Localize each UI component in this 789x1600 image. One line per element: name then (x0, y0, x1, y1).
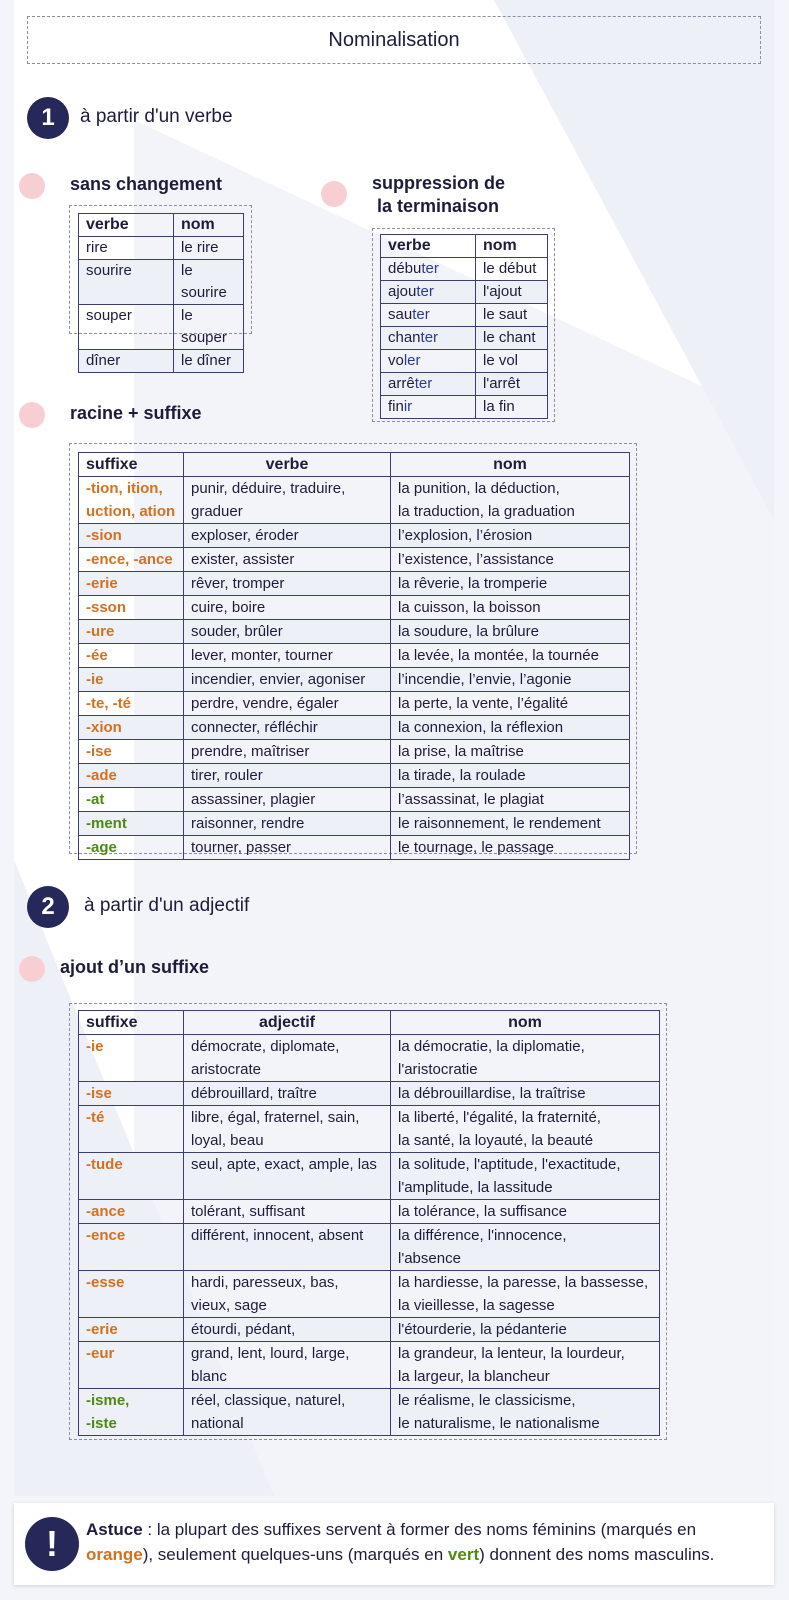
verb-cell (381, 327, 476, 350)
table-row (79, 692, 630, 716)
column-header: nom (391, 453, 630, 477)
suffix-cell: -ie (79, 668, 184, 692)
column-header: suffixe (79, 1011, 184, 1035)
column-header: verbe (184, 453, 391, 477)
suffix-cell: -at (79, 788, 184, 812)
table-row (381, 281, 548, 304)
subtitle-suppression (372, 172, 505, 218)
noun-cell: le réalisme, le classicisme, le naturalisme, le nationalisme (391, 1389, 660, 1436)
suffix-cell: -tude (79, 1153, 184, 1200)
table-row (381, 396, 548, 419)
suffix-cell: -ade (79, 764, 184, 788)
table-cell: le sourire (174, 260, 244, 305)
bullet-dot-icon (321, 181, 347, 207)
table-row (381, 373, 548, 396)
table-row (79, 260, 244, 305)
verb-cell: prendre, maîtriser (184, 740, 391, 764)
table-row (79, 620, 630, 644)
table-row (79, 596, 630, 620)
noun-cell: la fin (476, 396, 548, 419)
table-row (79, 572, 630, 596)
table-header-row (79, 453, 630, 477)
table-row (381, 350, 548, 373)
bullet-dot-icon (19, 956, 45, 982)
table-row (79, 1153, 660, 1200)
verb-cell: assassiner, plagier (184, 788, 391, 812)
adjective-cell: réel, classique, naturel, national (184, 1389, 391, 1436)
verb-ending: ter (412, 306, 430, 323)
verb-ending: ter (414, 375, 433, 392)
verb-cell: tirer, rouler (184, 764, 391, 788)
noun-cell: la tolérance, la suffisance (391, 1200, 660, 1224)
table-row (79, 350, 244, 373)
table-row (79, 836, 630, 860)
table-row (381, 258, 548, 281)
table-row (381, 304, 548, 327)
verb-cell: souder, brûler (184, 620, 391, 644)
tip-orange-word: orange (86, 1545, 143, 1564)
suffix-cell: -erie (79, 572, 184, 596)
suffix-cell: -ence (79, 1224, 184, 1271)
verb-ending: ler (403, 352, 421, 369)
table-row (79, 644, 630, 668)
table-cell: souper (79, 305, 174, 350)
table-row (79, 1342, 660, 1389)
table-row (79, 716, 630, 740)
table-header-row (79, 214, 244, 237)
table-cell: rire (79, 237, 174, 260)
table-header-row (79, 1011, 660, 1035)
verb-cell: tourner, passer (184, 836, 391, 860)
bullet-dot-icon (19, 173, 45, 199)
suffix-cell: -ance (79, 1200, 184, 1224)
noun-cell: l'arrêt (476, 373, 548, 396)
verb-ending: ir (403, 398, 413, 415)
table-cell: le rire (174, 237, 244, 260)
verb-ending: ter (416, 283, 434, 300)
subtitle-line-2: la terminaison (377, 196, 500, 216)
verb-cell: connecter, réfléchir (184, 716, 391, 740)
table-row (79, 237, 244, 260)
table-ajout-suffixe (78, 1010, 660, 1436)
noun-cell: la solitude, l'aptitude, l'exactitude, l'amplitude, la lassitude (391, 1153, 660, 1200)
table-cell: le souper (174, 305, 244, 350)
adjective-cell: libre, égal, fraternel, sain, loyal, beau (184, 1106, 391, 1153)
section-number-1: 1 (27, 97, 69, 139)
table-row (79, 764, 630, 788)
table-row (79, 1389, 660, 1436)
verb-cell: rêver, tromper (184, 572, 391, 596)
column-header: nom (391, 1011, 660, 1035)
noun-cell: la débrouillardise, la traîtrise (391, 1082, 660, 1106)
suffix-cell: -xion (79, 716, 184, 740)
noun-cell: la connexion, la réflexion (391, 716, 630, 740)
subtitle-line-1: suppression de (372, 173, 506, 193)
verb-cell: raisonner, rendre (184, 812, 391, 836)
noun-cell: la grandeur, la lenteur, la lourdeur, la largeur, la blancheur (391, 1342, 660, 1389)
verb-cell: incendier, envier, agoniser (184, 668, 391, 692)
table-row (79, 1035, 660, 1082)
noun-cell: la cuisson, la boisson (391, 596, 630, 620)
table-row (79, 305, 244, 350)
verb-stem: ajou (388, 283, 417, 300)
adjective-cell: seul, apte, exact, ample, las (184, 1153, 391, 1200)
table-header-row (381, 235, 548, 258)
adjective-cell: étourdi, pédant, (184, 1318, 391, 1342)
verb-ending: ter (421, 260, 439, 277)
noun-cell: la différence, l'innocence, l'absence (391, 1224, 660, 1271)
verb-stem: chan (388, 329, 421, 346)
tip-label: Astuce (86, 1520, 143, 1539)
column-header: nom (476, 235, 548, 258)
noun-cell: la liberté, l'égalité, la fraternité, la santé, la loyauté, la beauté (391, 1106, 660, 1153)
suffix-cell: -esse (79, 1271, 184, 1318)
verb-cell: cuire, boire (184, 596, 391, 620)
table-row (79, 788, 630, 812)
verb-cell (381, 281, 476, 304)
table-cell: dîner (79, 350, 174, 373)
verb-cell (381, 350, 476, 373)
adjective-cell: grand, lent, lourd, large, blanc (184, 1342, 391, 1389)
noun-cell: l'ajout (476, 281, 548, 304)
noun-cell: la rêverie, la tromperie (391, 572, 630, 596)
noun-cell: la prise, la maîtrise (391, 740, 630, 764)
verb-cell: exister, assister (184, 548, 391, 572)
column-header: verbe (79, 214, 174, 237)
tip-box (14, 1503, 774, 1585)
verb-stem: débu (388, 260, 422, 277)
adjective-cell: hardi, paresseux, bas, vieux, sage (184, 1271, 391, 1318)
verb-cell: exploser, éroder (184, 524, 391, 548)
noun-cell: la hardiesse, la paresse, la bassesse, la vieillesse, la sagesse (391, 1271, 660, 1318)
subtitle-sans-changement: sans changement (70, 174, 223, 194)
suffix-cell: -ment (79, 812, 184, 836)
table-sans-changement (78, 213, 244, 373)
tip-part-1: : la plupart des suffixes servent à former des noms féminins (marqués en (142, 1520, 697, 1539)
table-suppression (380, 234, 548, 419)
verb-cell (381, 373, 476, 396)
section-title-2: à partir d'un adjectif (84, 895, 250, 916)
suffix-cell: -ise (79, 740, 184, 764)
verb-cell: perdre, vendre, égaler (184, 692, 391, 716)
suffix-cell: -tion, ition, uction, ation (79, 477, 184, 524)
verb-stem: sau (388, 306, 413, 323)
verb-ending: ter (420, 329, 439, 346)
verb-cell (381, 396, 476, 419)
table-cell: le dîner (174, 350, 244, 373)
column-header: nom (174, 214, 244, 237)
table-row (79, 1224, 660, 1271)
noun-cell: le raisonnement, le rendement (391, 812, 630, 836)
noun-cell: le saut (476, 304, 548, 327)
adjective-cell: débrouillard, traître (184, 1082, 391, 1106)
verb-cell (381, 304, 476, 327)
suffix-cell: -isme, -iste (79, 1389, 184, 1436)
suffix-cell: -sion (79, 524, 184, 548)
page-title: Nominalisation (27, 16, 761, 64)
suffix-cell: -té (79, 1106, 184, 1153)
table-row (79, 1271, 660, 1318)
suffix-cell: -erie (79, 1318, 184, 1342)
table-row (79, 548, 630, 572)
noun-cell: la démocratie, la diplomatie, l'aristocratie (391, 1035, 660, 1082)
column-header: verbe (381, 235, 476, 258)
suffix-cell: -eur (79, 1342, 184, 1389)
suffix-cell: -ure (79, 620, 184, 644)
verb-stem: fin (388, 398, 404, 415)
suffix-cell: -ie (79, 1035, 184, 1082)
subtitle-racine-suffixe: racine + suffixe (70, 403, 202, 423)
tip-text (86, 1517, 766, 1567)
table-row (79, 524, 630, 548)
noun-cell: le tournage, le passage (391, 836, 630, 860)
noun-cell: la soudure, la brûlure (391, 620, 630, 644)
bullet-dot-icon (19, 402, 45, 428)
noun-cell: le vol (476, 350, 548, 373)
column-header: suffixe (79, 453, 184, 477)
table-row (79, 1106, 660, 1153)
noun-cell: la tirade, la roulade (391, 764, 630, 788)
section-title-1: à partir d'un verbe (80, 106, 233, 127)
verb-cell (381, 258, 476, 281)
noun-cell: la punition, la déduction, la traduction, la graduation (391, 477, 630, 524)
verb-stem: vo (388, 352, 404, 369)
table-row (79, 812, 630, 836)
table-row (79, 477, 630, 524)
table-cell: sourire (79, 260, 174, 305)
table-row (79, 1200, 660, 1224)
suffix-cell: -ence, -ance (79, 548, 184, 572)
suffix-cell: -ise (79, 1082, 184, 1106)
noun-cell: l’incendie, l’envie, l’agonie (391, 668, 630, 692)
noun-cell: la levée, la montée, la tournée (391, 644, 630, 668)
verb-cell: punir, déduire, traduire, graduer (184, 477, 391, 524)
suffix-cell: -ée (79, 644, 184, 668)
noun-cell: l'étourderie, la pédanterie (391, 1318, 660, 1342)
adjective-cell: différent, innocent, absent (184, 1224, 391, 1271)
verb-stem: arrê (388, 375, 415, 392)
table-racine-suffixe (78, 452, 630, 860)
table-row (79, 1082, 660, 1106)
noun-cell: l’explosion, l’érosion (391, 524, 630, 548)
subtitle-ajout-suffixe: ajout d’un suffixe (60, 957, 210, 977)
table-row (79, 668, 630, 692)
tip-part-2: ), seulement quelques-uns (marqués en (142, 1545, 448, 1564)
verb-cell: lever, monter, tourner (184, 644, 391, 668)
table-row (381, 327, 548, 350)
suffix-cell: -sson (79, 596, 184, 620)
noun-cell: le chant (476, 327, 548, 350)
suffix-cell: -age (79, 836, 184, 860)
exclamation-icon: ! (25, 1517, 79, 1571)
column-header: adjectif (184, 1011, 391, 1035)
adjective-cell: démocrate, diplomate, aristocrate (184, 1035, 391, 1082)
tip-green-word: vert (447, 1545, 480, 1564)
noun-cell: l’existence, l’assistance (391, 548, 630, 572)
table-row (79, 740, 630, 764)
adjective-cell: tolérant, suffisant (184, 1200, 391, 1224)
noun-cell: l’assassinat, le plagiat (391, 788, 630, 812)
tip-part-3: ) donnent des noms masculins. (479, 1545, 715, 1564)
table-row (79, 1318, 660, 1342)
suffix-cell: -te, -té (79, 692, 184, 716)
noun-cell: le début (476, 258, 548, 281)
section-number-2: 2 (27, 886, 69, 928)
noun-cell: la perte, la vente, l’égalité (391, 692, 630, 716)
